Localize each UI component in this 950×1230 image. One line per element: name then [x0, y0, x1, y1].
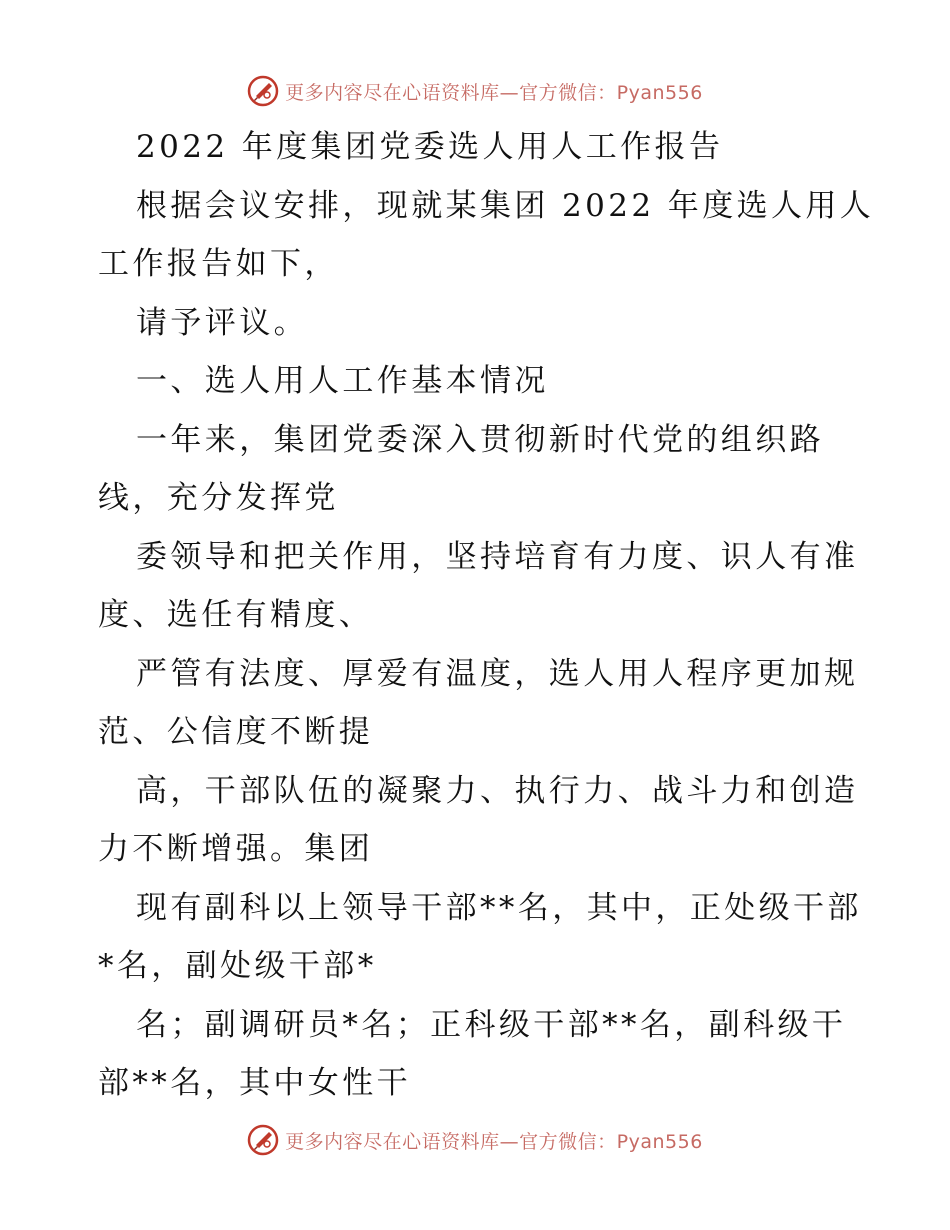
paragraph-line: 请予评议。: [136, 304, 308, 341]
document-title: 2022 年度集团党委选人用人工作报告: [136, 129, 724, 165]
section-heading: 一、选人用人工作基本情况: [136, 363, 549, 399]
paragraph-line: 严管有法度、厚爱有温度，选人用人程序更加规: [136, 655, 859, 692]
seal-logo-icon: [247, 75, 279, 107]
paragraph-line: 现有副科以上领导干部**名，其中，正处级干部: [136, 889, 862, 926]
watermark-text: 更多内容尽在心语资料库—官方微信：Pyan556: [285, 81, 703, 104]
paragraph-line: 度、选任有精度、: [98, 597, 374, 633]
paragraph-line: 一年来，集团党委深入贯彻新时代党的组织路: [136, 421, 824, 458]
watermark-banner-bottom: [0, 1120, 950, 1160]
watermark-text: 更多内容尽在心语资料库—官方微信：Pyan556: [285, 1130, 703, 1153]
document-body: [98, 118, 875, 1113]
watermark-banner-top: [0, 71, 950, 111]
seal-logo-icon: [247, 1124, 279, 1156]
paragraph-line: 线，充分发挥党: [98, 480, 339, 516]
paragraph-line: 高，干部队伍的凝聚力、执行力、战斗力和创造: [136, 772, 859, 809]
paragraph-line: *名，副处级干部*: [98, 948, 377, 984]
paragraph-line: 名；副调研员*名；正科级干部**名，副科级干: [136, 1006, 847, 1043]
paragraph-line: 部**名，其中女性干: [98, 1065, 411, 1101]
paragraph-line: 委领导和把关作用，坚持培育有力度、识人有准: [136, 538, 859, 575]
paragraph-line: 力不断增强。集团: [98, 831, 374, 867]
paragraph-line: 工作报告如下，: [98, 246, 339, 282]
paragraph-line: 根据会议安排，现就某集团 2022 年度选人用人: [136, 187, 875, 224]
paragraph-line: 范、公信度不断提: [98, 714, 374, 750]
